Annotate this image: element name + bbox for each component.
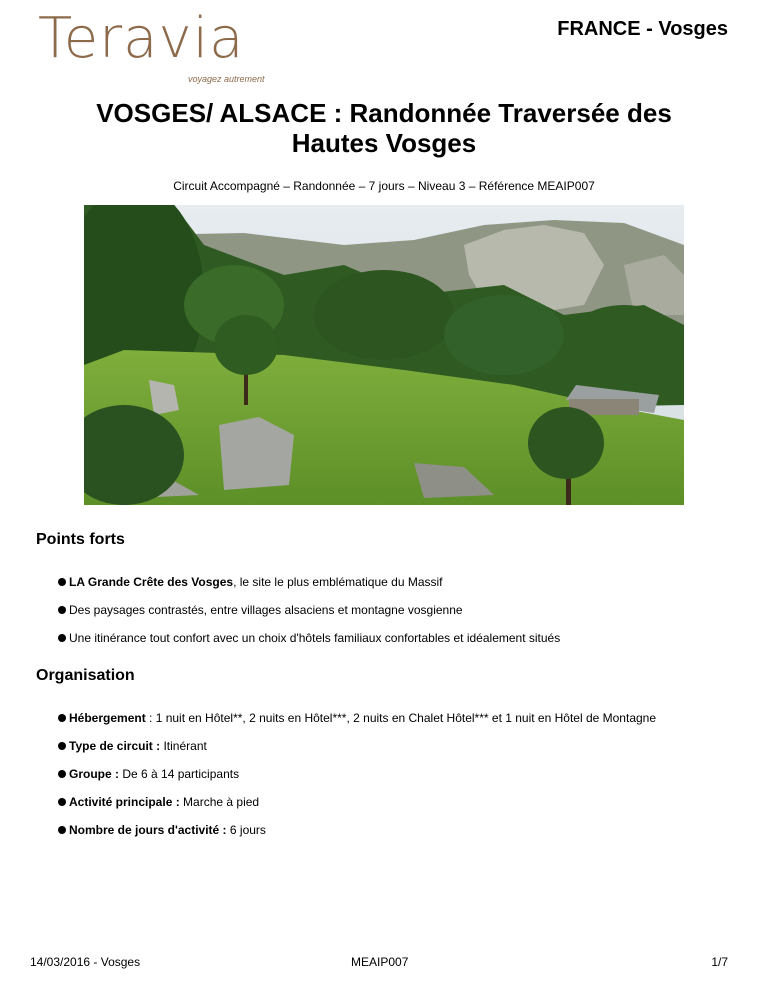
list-item: Des paysages contrastés, entre villages alsaciens et montagne vosgienne: [58, 603, 560, 617]
list-item: Activité principale : Marche à pied: [58, 795, 656, 809]
bullet-icon: [58, 634, 66, 642]
list-item: Une itinérance tout confort avec un choix d'hôtels familiaux confortables et idéalement situés: [58, 631, 560, 645]
bullet-icon: [58, 578, 66, 586]
organisation-list: [58, 711, 656, 851]
footer-reference: MEAIP007: [351, 955, 409, 969]
bullet-icon: [58, 826, 66, 834]
bullet-icon: [58, 770, 66, 778]
page-title: VOSGES/ ALSACE : Randonnée Traversée des Hautes Vosges: [96, 98, 672, 158]
section-title-organisation: Organisation: [36, 667, 135, 684]
country-label: FRANCE - Vosges: [557, 18, 728, 40]
list-item: LA Grande Crête des Vosges, le site le plus emblématique du Massif: [58, 575, 560, 589]
teravia-logo: [38, 6, 288, 88]
list-item: Nombre de jours d'activité : 6 jours: [58, 823, 656, 837]
logo-wordmark: Teravia: [38, 6, 245, 71]
bullet-icon: [58, 798, 66, 806]
landscape-illustration: [84, 205, 684, 505]
list-item: Groupe : De 6 à 14 participants: [58, 767, 656, 781]
bullet-icon: [58, 742, 66, 750]
bullet-icon: [58, 606, 66, 614]
trip-subtitle: Circuit Accompagné – Randonnée – 7 jours – Niveau 3 – Référence MEAIP007: [173, 179, 595, 193]
footer-page-number: 1/7: [711, 955, 728, 969]
section-title-points-forts: Points forts: [36, 531, 125, 548]
list-item: Hébergement : 1 nuit en Hôtel**, 2 nuits en Hôtel***, 2 nuits en Chalet Hôtel*** et 1 nuit en Hôtel de Montagne: [58, 711, 656, 725]
logo-tagline: voyagez autrement: [188, 74, 265, 84]
landscape-photo: [84, 205, 684, 505]
footer-date: 14/03/2016 - Vosges: [30, 955, 141, 969]
points-forts-list: [58, 575, 560, 659]
bullet-icon: [58, 714, 66, 722]
list-item: Type de circuit : Itinérant: [58, 739, 656, 753]
